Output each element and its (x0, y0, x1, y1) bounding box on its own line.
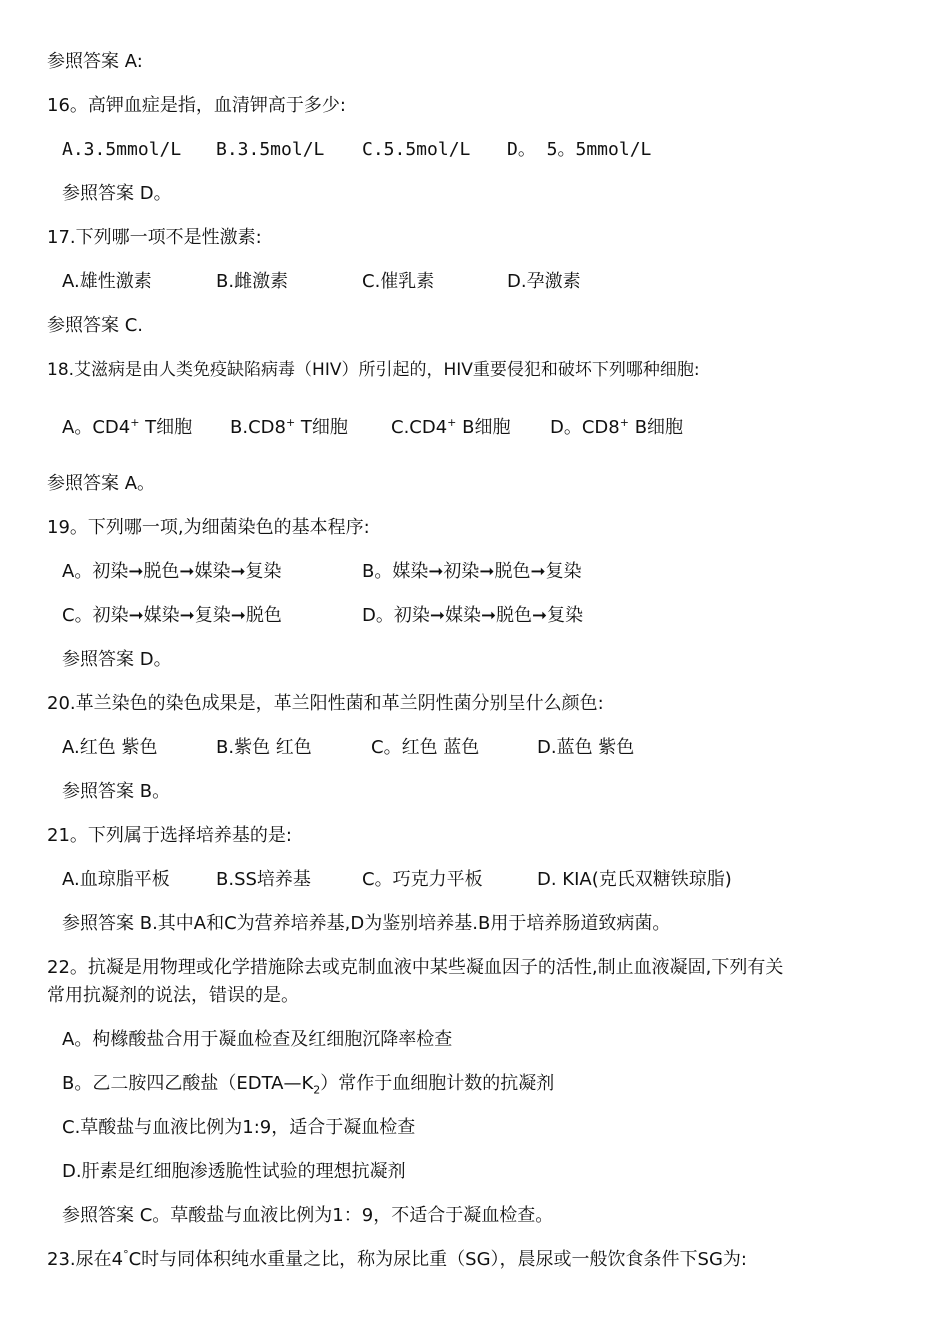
answer-20: 参照答案 B。 (62, 781, 171, 802)
option-21-b: B.SS培养基 (216, 869, 311, 890)
option-19-a: A。初染➞脱色➞媒染➞复染 (62, 561, 282, 582)
option-22-a: A。枸橼酸盐合用于凝血检查及红细胞沉降率检查 (62, 1029, 453, 1050)
superscript-plus: + (447, 416, 457, 429)
option-22-d: D.肝素是红细胞渗透脆性试验的理想抗凝剂 (62, 1161, 406, 1182)
option-17-a: A.雄性激素 (62, 271, 152, 292)
superscript-plus: + (619, 416, 629, 429)
question-20: 20.革兰染色的染色成果是，革兰阳性菌和革兰阴性菌分别呈什么颜色: (47, 693, 604, 714)
answer-18: 参照答案 A。 (47, 473, 156, 494)
option-16-a: A.3.5mmol/L (62, 139, 182, 160)
superscript-plus: + (130, 416, 140, 429)
option-17-b: B.雌激素 (216, 271, 289, 292)
option-19-c: C。初染➞媒染➞复染➞脱色 (62, 605, 282, 626)
option-21-c: C。巧克力平板 (362, 869, 483, 890)
answer-19: 参照答案 D。 (62, 649, 172, 670)
question-22-line-1: 22。抗凝是用物理或化学措施除去或克制血液中某些凝血因子的活性,制止血液凝固,下列有关 (47, 957, 784, 978)
option-18-d-cell: B细胞 (628, 417, 684, 438)
option-18-d (550, 416, 683, 440)
question-21: 21。下列属于选择培养基的是: (47, 825, 292, 846)
option-20-c: C。红色 蓝色 (371, 737, 480, 758)
answer-21: 参照答案 B.其中A和C为营养培养基,D为鉴别培养基.B用于培养肠道致病菌。 (62, 913, 671, 934)
question-16: 16。高钾血症是指，血清钾高于多少: (47, 95, 346, 116)
option-22-b-rest: ）常作于血细胞计数的抗凝剂 (320, 1073, 555, 1094)
option-18-c-text: C.CD4 (391, 417, 448, 438)
option-22-b (62, 1072, 554, 1096)
option-19-d: D。初染➞媒染➞脱色➞复染 (362, 605, 584, 626)
answer-17: 参照答案 C. (47, 315, 144, 336)
option-18-d-text: D。CD8 (550, 417, 620, 438)
answer-16: 参照答案 D。 (62, 183, 172, 204)
option-20-a: A.红色 紫色 (62, 737, 158, 758)
option-18-a-cell: T细胞 (139, 417, 193, 438)
option-18-b (230, 416, 348, 440)
superscript-plus: + (285, 416, 296, 429)
question-23 (47, 1248, 747, 1272)
option-18-a-text: A。CD4 (62, 417, 131, 438)
option-16-d: D。 5。5mmol/L (507, 139, 652, 160)
option-18-b-cell: T细胞 (295, 417, 348, 438)
option-16-b: B.3.5mol/L (216, 139, 325, 160)
option-19-b: B。媒染➞初染➞脱色➞复染 (362, 561, 582, 582)
degree-sign: ° (123, 1248, 129, 1261)
answer-22: 参照答案 C。草酸盐与血液比例为1：9，不适合于凝血检查。 (62, 1205, 554, 1226)
question-19: 19。下列哪一项,为细菌染色的基本程序: (47, 517, 370, 538)
option-17-d: D.孕激素 (507, 271, 581, 292)
option-21-d: D. KIA(克氏双糖铁琼脂) (537, 869, 732, 890)
option-16-c: C.5.5mol/L (362, 139, 471, 160)
option-20-d: D.蓝色 紫色 (537, 737, 635, 758)
question-22-line-2: 常用抗凝剂的说法，错误的是。 (47, 985, 299, 1006)
option-22-c: C.草酸盐与血液比例为1:9，适合于凝血检查 (62, 1117, 416, 1138)
question-23-rest: C时与同体积纯水重量之比，称为尿比重（SG），晨尿或一般饮食条件下SG为: (128, 1249, 747, 1270)
question-17: 17.下列哪一项不是性激素: (47, 227, 262, 248)
option-18-c (391, 416, 510, 440)
option-17-c: C.催乳素 (362, 271, 435, 292)
option-18-a (62, 416, 192, 440)
question-23-text: 23.尿在4 (47, 1249, 124, 1270)
question-18: 18.艾滋病是由人类免疫缺陷病毒（HIV）所引起的，HIV重要侵犯和破坏下列哪种细胞: (47, 360, 700, 380)
option-20-b: B.紫色 红色 (216, 737, 312, 758)
option-22-b-text: B。乙二胺四乙酸盐（EDTA—K (62, 1073, 314, 1094)
subscript-2: 2 (313, 1083, 321, 1097)
option-21-a: A.血琼脂平板 (62, 869, 170, 890)
answer-15: 参照答案 A: (47, 51, 143, 72)
option-18-b-text: B.CD8 (230, 417, 286, 438)
option-18-c-cell: B细胞 (456, 417, 511, 438)
